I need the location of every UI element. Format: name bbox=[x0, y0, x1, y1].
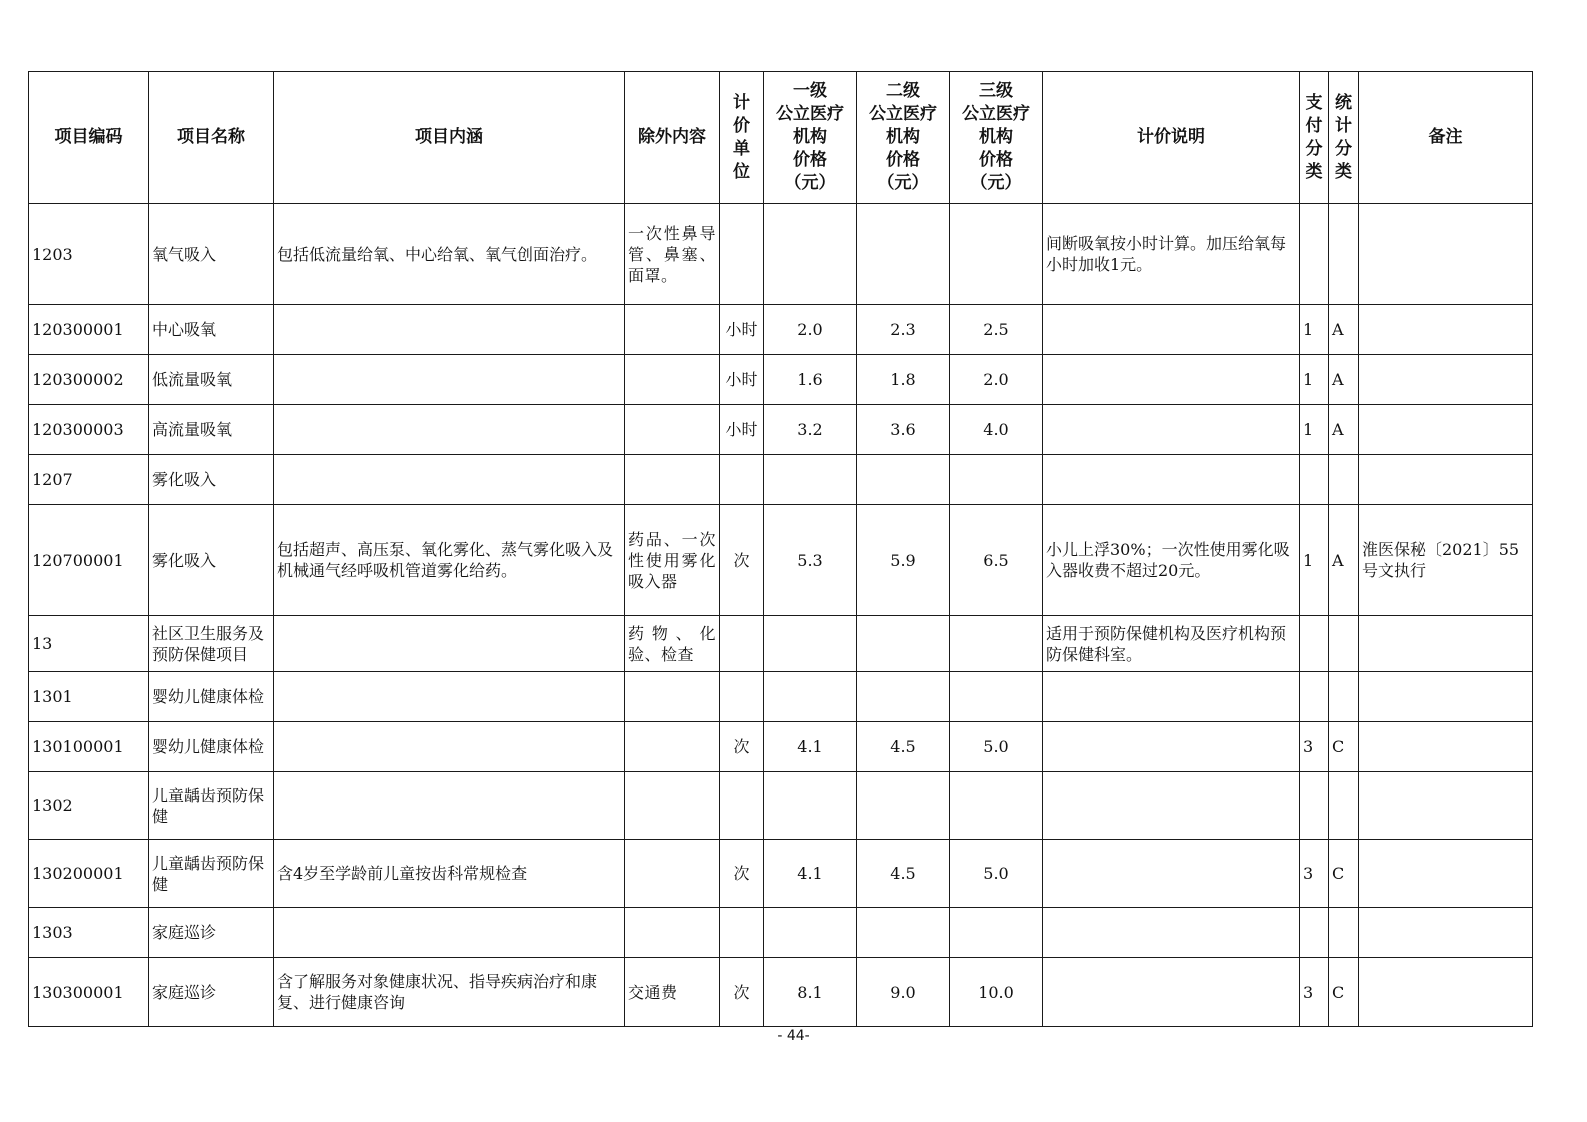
cell-name: 婴幼儿健康体检 bbox=[149, 722, 274, 772]
cell-stat-category bbox=[1329, 672, 1359, 722]
price-table bbox=[28, 71, 1533, 1027]
cell-price-level1 bbox=[764, 908, 857, 958]
cell-pay-category bbox=[1300, 204, 1329, 305]
cell-code: 1303 bbox=[29, 908, 149, 958]
cell-desc bbox=[274, 355, 625, 405]
cell-pay-category: 3 bbox=[1300, 958, 1329, 1027]
cell-price-level2 bbox=[857, 772, 950, 840]
cell-price-level1: 4.1 bbox=[764, 840, 857, 908]
cell-stat-category: A bbox=[1329, 355, 1359, 405]
cell-excl: 药物、化验、检查 bbox=[625, 616, 720, 672]
cell-code: 130100001 bbox=[29, 722, 149, 772]
cell-price-level3 bbox=[950, 204, 1043, 305]
cell-note bbox=[1043, 672, 1300, 722]
cell-stat-category bbox=[1329, 616, 1359, 672]
cell-price-level2 bbox=[857, 908, 950, 958]
cell-price-level2: 9.0 bbox=[857, 958, 950, 1027]
cell-name: 儿童龋齿预防保健 bbox=[149, 840, 274, 908]
table-row bbox=[29, 616, 1533, 672]
cell-note bbox=[1043, 455, 1300, 505]
cell-unit bbox=[720, 616, 764, 672]
cell-remark bbox=[1359, 455, 1533, 505]
cell-stat-category bbox=[1329, 455, 1359, 505]
cell-price-level2 bbox=[857, 616, 950, 672]
header-price-level2: 二级 公立医疗 机构 价格 （元） bbox=[857, 72, 950, 204]
page-number: - 44- bbox=[777, 1028, 810, 1044]
cell-price-level1: 4.1 bbox=[764, 722, 857, 772]
cell-price-level3 bbox=[950, 908, 1043, 958]
cell-stat-category: C bbox=[1329, 722, 1359, 772]
cell-remark bbox=[1359, 305, 1533, 355]
cell-note bbox=[1043, 722, 1300, 772]
cell-note bbox=[1043, 908, 1300, 958]
cell-price-level3 bbox=[950, 455, 1043, 505]
cell-pay-category bbox=[1300, 672, 1329, 722]
cell-desc bbox=[274, 772, 625, 840]
cell-code: 120300003 bbox=[29, 405, 149, 455]
cell-price-level1: 5.3 bbox=[764, 505, 857, 616]
cell-note bbox=[1043, 840, 1300, 908]
cell-price-level1 bbox=[764, 672, 857, 722]
cell-price-level3: 5.0 bbox=[950, 722, 1043, 772]
cell-price-level1: 1.6 bbox=[764, 355, 857, 405]
cell-unit: 小时 bbox=[720, 355, 764, 405]
cell-name: 儿童龋齿预防保健 bbox=[149, 772, 274, 840]
cell-price-level1 bbox=[764, 772, 857, 840]
header-code: 项目编码 bbox=[29, 72, 149, 204]
cell-price-level2: 4.5 bbox=[857, 722, 950, 772]
table-body bbox=[29, 204, 1533, 1027]
cell-price-level2: 2.3 bbox=[857, 305, 950, 355]
cell-pay-category: 3 bbox=[1300, 722, 1329, 772]
cell-excl: 交通费 bbox=[625, 958, 720, 1027]
cell-code: 120300002 bbox=[29, 355, 149, 405]
cell-desc bbox=[274, 455, 625, 505]
cell-remark bbox=[1359, 672, 1533, 722]
cell-stat-category: A bbox=[1329, 505, 1359, 616]
cell-excl bbox=[625, 722, 720, 772]
cell-note bbox=[1043, 958, 1300, 1027]
cell-name: 氧气吸入 bbox=[149, 204, 274, 305]
cell-price-level1: 8.1 bbox=[764, 958, 857, 1027]
cell-name: 婴幼儿健康体检 bbox=[149, 672, 274, 722]
cell-name: 高流量吸氧 bbox=[149, 405, 274, 455]
header-pay-category: 支 付 分 类 bbox=[1300, 72, 1329, 204]
cell-excl bbox=[625, 455, 720, 505]
cell-remark bbox=[1359, 616, 1533, 672]
header-name: 项目名称 bbox=[149, 72, 274, 204]
cell-price-level3 bbox=[950, 616, 1043, 672]
cell-stat-category bbox=[1329, 908, 1359, 958]
header-price-level1: 一级 公立医疗 机构 价格 （元） bbox=[764, 72, 857, 204]
cell-desc: 含4岁至学龄前儿童按齿科常规检查 bbox=[274, 840, 625, 908]
cell-price-level3: 5.0 bbox=[950, 840, 1043, 908]
cell-name: 家庭巡诊 bbox=[149, 908, 274, 958]
table-row bbox=[29, 958, 1533, 1027]
cell-price-level2: 4.5 bbox=[857, 840, 950, 908]
cell-pay-category: 3 bbox=[1300, 840, 1329, 908]
cell-excl bbox=[625, 840, 720, 908]
cell-desc bbox=[274, 672, 625, 722]
cell-code: 1207 bbox=[29, 455, 149, 505]
cell-pay-category: 1 bbox=[1300, 355, 1329, 405]
cell-excl: 一次性鼻导管、鼻塞、面罩。 bbox=[625, 204, 720, 305]
cell-stat-category bbox=[1329, 772, 1359, 840]
cell-excl bbox=[625, 405, 720, 455]
cell-name: 中心吸氧 bbox=[149, 305, 274, 355]
table-row bbox=[29, 840, 1533, 908]
cell-price-level2 bbox=[857, 455, 950, 505]
cell-desc: 包括低流量给氧、中心给氧、氧气创面治疗。 bbox=[274, 204, 625, 305]
cell-note: 适用于预防保健机构及医疗机构预防保健科室。 bbox=[1043, 616, 1300, 672]
cell-code: 13 bbox=[29, 616, 149, 672]
cell-pay-category: 1 bbox=[1300, 405, 1329, 455]
cell-unit bbox=[720, 908, 764, 958]
cell-code: 120300001 bbox=[29, 305, 149, 355]
cell-price-level3: 6.5 bbox=[950, 505, 1043, 616]
cell-stat-category bbox=[1329, 204, 1359, 305]
cell-remark bbox=[1359, 958, 1533, 1027]
cell-price-level3 bbox=[950, 672, 1043, 722]
cell-pay-category bbox=[1300, 616, 1329, 672]
cell-stat-category: A bbox=[1329, 305, 1359, 355]
cell-excl bbox=[625, 908, 720, 958]
cell-price-level3 bbox=[950, 772, 1043, 840]
cell-name: 家庭巡诊 bbox=[149, 958, 274, 1027]
cell-price-level1 bbox=[764, 616, 857, 672]
cell-price-level2: 1.8 bbox=[857, 355, 950, 405]
cell-note bbox=[1043, 305, 1300, 355]
table-row bbox=[29, 505, 1533, 616]
header-note: 计价说明 bbox=[1043, 72, 1300, 204]
cell-unit: 小时 bbox=[720, 405, 764, 455]
cell-remark bbox=[1359, 840, 1533, 908]
cell-unit bbox=[720, 204, 764, 305]
cell-price-level1: 2.0 bbox=[764, 305, 857, 355]
table-row bbox=[29, 405, 1533, 455]
table-row bbox=[29, 355, 1533, 405]
cell-pay-category bbox=[1300, 455, 1329, 505]
cell-excl: 药品、一次性使用雾化吸入器 bbox=[625, 505, 720, 616]
cell-remark bbox=[1359, 722, 1533, 772]
cell-name: 社区卫生服务及预防保健项目 bbox=[149, 616, 274, 672]
cell-excl bbox=[625, 672, 720, 722]
table-row bbox=[29, 672, 1533, 722]
cell-code: 1302 bbox=[29, 772, 149, 840]
cell-remark bbox=[1359, 772, 1533, 840]
cell-note bbox=[1043, 772, 1300, 840]
cell-price-level2: 5.9 bbox=[857, 505, 950, 616]
cell-code: 1203 bbox=[29, 204, 149, 305]
cell-desc bbox=[274, 305, 625, 355]
table-row bbox=[29, 908, 1533, 958]
header-unit: 计 价 单 位 bbox=[720, 72, 764, 204]
cell-stat-category: A bbox=[1329, 405, 1359, 455]
cell-remark bbox=[1359, 204, 1533, 305]
cell-remark bbox=[1359, 355, 1533, 405]
cell-pay-category bbox=[1300, 772, 1329, 840]
cell-note: 小儿上浮30%；一次性使用雾化吸入器收费不超过20元。 bbox=[1043, 505, 1300, 616]
cell-price-level2 bbox=[857, 204, 950, 305]
cell-unit bbox=[720, 672, 764, 722]
header-stat-category: 统 计 分 类 bbox=[1329, 72, 1359, 204]
table-row bbox=[29, 204, 1533, 305]
cell-unit bbox=[720, 455, 764, 505]
table-row bbox=[29, 455, 1533, 505]
header-desc: 项目内涵 bbox=[274, 72, 625, 204]
cell-name: 低流量吸氧 bbox=[149, 355, 274, 405]
cell-price-level1 bbox=[764, 204, 857, 305]
cell-excl bbox=[625, 772, 720, 840]
cell-price-level3: 2.0 bbox=[950, 355, 1043, 405]
cell-code: 1301 bbox=[29, 672, 149, 722]
cell-price-level3: 2.5 bbox=[950, 305, 1043, 355]
header-excl: 除外内容 bbox=[625, 72, 720, 204]
header-remark: 备注 bbox=[1359, 72, 1533, 204]
cell-unit: 次 bbox=[720, 505, 764, 616]
cell-note: 间断吸氧按小时计算。加压给氧每小时加收1元。 bbox=[1043, 204, 1300, 305]
table-row bbox=[29, 305, 1533, 355]
cell-unit: 次 bbox=[720, 840, 764, 908]
cell-price-level1 bbox=[764, 455, 857, 505]
cell-price-level3: 10.0 bbox=[950, 958, 1043, 1027]
cell-unit bbox=[720, 772, 764, 840]
cell-price-level2 bbox=[857, 672, 950, 722]
cell-code: 120700001 bbox=[29, 505, 149, 616]
cell-remark bbox=[1359, 908, 1533, 958]
cell-desc bbox=[274, 908, 625, 958]
cell-desc bbox=[274, 616, 625, 672]
cell-stat-category: C bbox=[1329, 958, 1359, 1027]
cell-code: 130300001 bbox=[29, 958, 149, 1027]
cell-unit: 小时 bbox=[720, 305, 764, 355]
cell-code: 130200001 bbox=[29, 840, 149, 908]
cell-desc bbox=[274, 405, 625, 455]
cell-remark: 淮医保秘〔2021〕55号文执行 bbox=[1359, 505, 1533, 616]
cell-remark bbox=[1359, 405, 1533, 455]
cell-unit: 次 bbox=[720, 958, 764, 1027]
cell-price-level2: 3.6 bbox=[857, 405, 950, 455]
cell-desc bbox=[274, 722, 625, 772]
cell-price-level1: 3.2 bbox=[764, 405, 857, 455]
table-row bbox=[29, 772, 1533, 840]
cell-note bbox=[1043, 405, 1300, 455]
header-price-level3: 三级 公立医疗 机构 价格 （元） bbox=[950, 72, 1043, 204]
cell-name: 雾化吸入 bbox=[149, 455, 274, 505]
cell-excl bbox=[625, 305, 720, 355]
cell-pay-category bbox=[1300, 908, 1329, 958]
cell-desc: 含了解服务对象健康状况、指导疾病治疗和康复、进行健康咨询 bbox=[274, 958, 625, 1027]
cell-stat-category: C bbox=[1329, 840, 1359, 908]
cell-pay-category: 1 bbox=[1300, 505, 1329, 616]
cell-note bbox=[1043, 355, 1300, 405]
cell-excl bbox=[625, 355, 720, 405]
cell-unit: 次 bbox=[720, 722, 764, 772]
table-row bbox=[29, 722, 1533, 772]
cell-desc: 包括超声、高压泵、氧化雾化、蒸气雾化吸入及机械通气经呼吸机管道雾化给药。 bbox=[274, 505, 625, 616]
header-row bbox=[29, 72, 1533, 204]
cell-name: 雾化吸入 bbox=[149, 505, 274, 616]
cell-price-level3: 4.0 bbox=[950, 405, 1043, 455]
cell-pay-category: 1 bbox=[1300, 305, 1329, 355]
